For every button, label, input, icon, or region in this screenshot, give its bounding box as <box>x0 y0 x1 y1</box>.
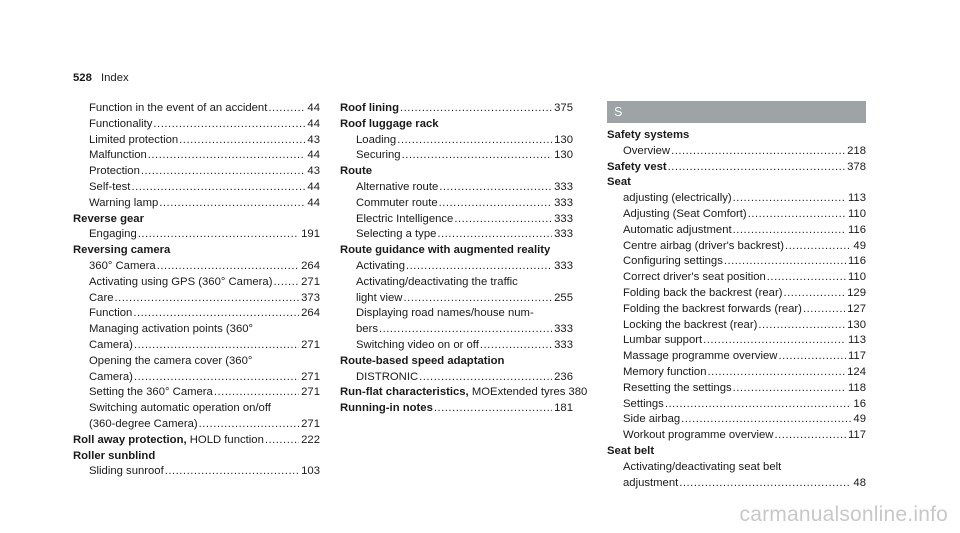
page-reference: 264 <box>301 307 320 320</box>
entry-text: Memory function <box>623 365 707 378</box>
dot-leader <box>668 160 845 176</box>
entry-text: Activating/deactivating the traffic <box>356 275 518 288</box>
dot-leader <box>708 365 846 381</box>
dot-leader <box>681 412 851 428</box>
index-entry <box>607 397 866 413</box>
entry-text: Configuring settings <box>623 255 723 268</box>
page-reference: 44 <box>307 117 320 130</box>
index-entry <box>340 370 573 386</box>
index-heading <box>340 385 588 401</box>
section-title: Index <box>101 72 129 84</box>
entry-text: Loading <box>356 133 397 146</box>
heading-text: Safety vest <box>607 160 667 173</box>
heading-text: Seat <box>607 176 631 189</box>
page-reference: 49 <box>853 413 866 426</box>
dot-leader <box>268 101 305 117</box>
entry-text: Function <box>89 307 133 320</box>
index-entry <box>340 275 573 291</box>
index-entry <box>73 385 320 401</box>
page-reference: 49 <box>853 239 866 252</box>
index-entry <box>73 417 320 433</box>
dot-leader <box>748 207 846 223</box>
heading-subtext: MOExtended tyres <box>468 386 566 399</box>
index-entry <box>340 306 573 322</box>
index-entry <box>340 227 573 243</box>
dot-leader <box>134 338 299 354</box>
dot-leader <box>157 259 299 275</box>
heading-text: Route guidance with augmented reality <box>340 244 551 257</box>
page-reference: 378 <box>847 160 866 173</box>
dot-leader <box>437 227 552 243</box>
page-reference: 110 <box>847 271 866 284</box>
heading-text: Roller sunblind <box>73 449 156 462</box>
dot-leader <box>419 370 552 386</box>
index-entry <box>607 333 866 349</box>
dot-leader <box>165 464 299 480</box>
index-heading <box>340 401 573 417</box>
page-reference: 43 <box>307 133 320 146</box>
dot-leader <box>778 349 846 365</box>
page-reference: 333 <box>554 212 573 225</box>
index-entry <box>73 101 320 117</box>
dot-leader <box>679 476 851 492</box>
page-reference: 271 <box>301 275 320 288</box>
index-heading <box>340 117 573 133</box>
entry-text: Workout programme overview <box>623 429 774 442</box>
dot-leader <box>133 306 299 322</box>
heading-text: Safety systems <box>607 129 690 141</box>
page-reference: 271 <box>301 386 320 399</box>
heading-text: Seat belt <box>607 444 655 457</box>
dot-leader <box>406 259 552 275</box>
dot-leader <box>439 180 552 196</box>
index-heading <box>340 243 573 259</box>
entry-text: Adjusting (Seat Comfort) <box>623 207 747 220</box>
index-entry <box>340 180 573 196</box>
entry-text: Securing <box>356 149 401 162</box>
index-entry <box>73 322 320 338</box>
entry-text: Folding the backrest forwards (rear) <box>623 302 802 315</box>
dot-leader <box>265 433 299 449</box>
page-reference: 118 <box>847 381 866 394</box>
dot-leader <box>115 291 300 307</box>
entry-text: adjusting (electrically) <box>623 192 732 205</box>
entry-text: Sliding sunroof <box>89 465 164 478</box>
index-entry <box>607 412 866 428</box>
page-header <box>73 72 129 84</box>
page-reference: 333 <box>554 338 573 351</box>
entry-text: Settings <box>623 397 664 410</box>
dot-leader <box>400 101 552 117</box>
dot-leader <box>783 286 845 302</box>
page-reference: 113 <box>847 334 866 347</box>
index-entry <box>607 191 866 207</box>
page-reference: 333 <box>554 228 573 241</box>
page-reference: 218 <box>847 144 866 157</box>
index-heading <box>73 449 320 465</box>
dot-leader <box>803 302 845 318</box>
entry-text: Malfunction <box>89 149 147 162</box>
entry-text: Locking the backrest (rear) <box>623 318 758 331</box>
dot-leader <box>454 212 552 228</box>
heading-text: Roll away protection, <box>73 433 187 446</box>
entry-text: Self-test <box>89 180 131 193</box>
page-reference: 264 <box>301 259 320 272</box>
heading-text: Reversing camera <box>73 244 171 257</box>
heading-text: Route <box>340 165 373 178</box>
index-entry <box>73 291 320 307</box>
entry-text: Camera) <box>89 338 133 351</box>
dot-leader <box>179 133 305 149</box>
index-heading <box>340 164 573 180</box>
dot-leader <box>439 196 553 212</box>
index-entry <box>607 239 866 255</box>
index-entry <box>73 117 320 133</box>
index-entry <box>607 349 866 365</box>
index-entry <box>73 464 320 480</box>
index-heading <box>73 433 320 449</box>
page-reference: 333 <box>554 196 573 209</box>
heading-text: Route-based speed adaptation <box>340 354 505 367</box>
page-reference: 130 <box>554 133 573 146</box>
index-entry <box>607 428 866 444</box>
entry-text: Side airbag <box>623 413 681 426</box>
dot-leader <box>665 397 852 413</box>
entry-text: Function in the event of an accident <box>89 102 268 114</box>
index-entry <box>340 196 573 212</box>
page-reference: 255 <box>554 291 573 304</box>
page-number: 528 <box>73 72 92 84</box>
page-reference: 16 <box>853 397 866 410</box>
entry-text: Electric Intelligence <box>356 212 454 225</box>
page-reference: 43 <box>307 165 320 178</box>
index-entry <box>607 476 866 492</box>
dot-leader <box>403 291 552 307</box>
index-entry <box>607 302 866 318</box>
heading-text: Run-flat characteristics, <box>340 386 469 399</box>
dot-leader <box>379 322 552 338</box>
entry-text: Camera) <box>89 370 133 383</box>
dot-leader <box>138 227 299 243</box>
index-entry <box>340 148 573 164</box>
section-letter-bar: S <box>607 101 866 123</box>
dot-leader <box>214 385 299 401</box>
heading-text: Roof lining <box>340 102 399 114</box>
entry-text: Lumbar support <box>623 334 703 347</box>
page-reference: 373 <box>301 291 320 304</box>
index-heading <box>340 101 573 117</box>
dot-leader <box>767 270 846 286</box>
index-entry <box>73 306 320 322</box>
index-entry <box>73 338 320 354</box>
dot-leader <box>733 223 846 239</box>
index-entry <box>340 259 573 275</box>
entry-text: Activating using GPS (360° Camera) <box>89 275 273 288</box>
entry-text: (360-degree Camera) <box>89 417 198 430</box>
index-entry <box>607 223 866 239</box>
entry-text: Automatic adjustment <box>623 223 732 236</box>
dot-leader <box>148 148 306 164</box>
entry-text: Managing activation points (360° <box>89 323 254 336</box>
entry-text: Setting the 360° Camera <box>89 386 213 399</box>
page-reference: 222 <box>301 433 320 446</box>
index-entry <box>73 133 320 149</box>
page-reference: 333 <box>554 323 573 336</box>
entry-text: DISTRONIC <box>356 370 419 383</box>
index-entry <box>607 365 866 381</box>
page-reference: 117 <box>847 429 866 442</box>
entry-text: Displaying road names/house num- <box>356 307 534 320</box>
dot-leader <box>733 381 846 397</box>
index-entry <box>73 354 320 370</box>
index-entry <box>340 338 573 354</box>
dot-leader <box>273 275 299 291</box>
page-reference: 127 <box>847 302 866 315</box>
page-reference: 130 <box>554 149 573 162</box>
page-reference: 103 <box>301 465 320 478</box>
index-entry <box>73 259 320 275</box>
page-reference: 116 <box>847 223 866 236</box>
page-reference: 44 <box>307 102 320 114</box>
index-entry <box>73 401 320 417</box>
index-entry <box>340 212 573 228</box>
page-reference: 44 <box>307 180 320 193</box>
entry-text: Engaging <box>89 228 137 241</box>
index-entry <box>73 196 320 212</box>
dot-leader <box>434 401 552 417</box>
dot-leader <box>134 370 299 386</box>
dot-leader <box>671 144 845 160</box>
page-reference: 271 <box>301 370 320 383</box>
dot-leader <box>785 239 851 255</box>
entry-text: light view <box>356 291 403 304</box>
index-column-3 <box>607 101 866 491</box>
entry-text: Limited protection <box>89 133 179 146</box>
entry-text: Correct driver's seat position <box>623 271 766 284</box>
page-reference: 116 <box>847 255 866 268</box>
entry-text: Alternative route <box>356 180 439 193</box>
index-entry <box>73 164 320 180</box>
dot-leader <box>703 333 846 349</box>
entry-text: Opening the camera cover (360° <box>89 354 253 367</box>
page-reference: 113 <box>847 192 866 205</box>
page-reference: 333 <box>554 180 573 193</box>
index-heading <box>607 175 866 191</box>
entry-text: adjustment <box>623 476 679 489</box>
dot-leader <box>402 148 553 164</box>
index-entry <box>73 148 320 164</box>
index-entry <box>607 207 866 223</box>
index-heading <box>73 212 320 228</box>
index-entry <box>73 227 320 243</box>
index-heading <box>340 354 573 370</box>
index-entry <box>73 275 320 291</box>
dot-leader <box>199 417 300 433</box>
page-reference: 48 <box>853 476 866 489</box>
index-entry <box>607 270 866 286</box>
index-entry <box>607 254 866 270</box>
index-column-2 <box>340 101 588 417</box>
entry-text: Selecting a type <box>356 228 437 241</box>
entry-text: Massage programme overview <box>623 350 778 363</box>
page-reference: 191 <box>301 228 320 241</box>
entry-text: Resetting the settings <box>623 381 732 394</box>
entry-text: Folding back the backrest (rear) <box>623 286 783 299</box>
dot-leader <box>131 180 305 196</box>
dot-leader <box>733 191 846 207</box>
page-reference: 333 <box>554 259 573 272</box>
index-column-1 <box>73 101 320 480</box>
entry-text: Care <box>89 291 114 304</box>
index-entry <box>340 291 573 307</box>
index-entry <box>607 144 866 160</box>
page-reference: 44 <box>307 149 320 162</box>
heading-subtext: HOLD function <box>186 433 264 446</box>
entry-text: Overview <box>623 144 671 157</box>
entry-text: Switching video on or off <box>356 338 479 351</box>
heading-text: Running-in notes <box>340 402 433 415</box>
entry-text: Protection <box>89 165 140 178</box>
page-reference: 124 <box>847 365 866 378</box>
entry-text: Warning lamp <box>89 196 159 209</box>
dot-leader <box>159 196 305 212</box>
index-entry <box>340 133 573 149</box>
entry-text: Functionality <box>89 117 153 130</box>
page-reference: 380 <box>568 386 588 399</box>
index-entry <box>607 318 866 334</box>
index-heading <box>73 243 320 259</box>
page-reference: 271 <box>301 417 320 430</box>
index-entry <box>607 286 866 302</box>
page-reference: 44 <box>307 196 320 209</box>
index-entry <box>73 370 320 386</box>
page-reference: 181 <box>554 402 573 415</box>
page-reference: 375 <box>554 102 573 114</box>
page-reference: 236 <box>554 370 573 383</box>
dot-leader <box>758 318 845 334</box>
index-entry <box>607 460 866 476</box>
dot-leader <box>724 254 846 270</box>
page-reference: 110 <box>847 207 866 220</box>
dot-leader <box>153 117 305 133</box>
index-entry <box>73 180 320 196</box>
index-entry <box>607 381 866 397</box>
entry-text: bers <box>356 323 378 336</box>
heading-text: Reverse gear <box>73 212 144 225</box>
entry-text: Commuter route <box>356 196 438 209</box>
entry-text: Activating/deactivating seat belt <box>623 460 782 473</box>
page-reference: 130 <box>847 318 866 331</box>
heading-text: Roof luggage rack <box>340 117 439 130</box>
dot-leader <box>774 428 846 444</box>
dot-leader <box>397 133 552 149</box>
dot-leader <box>141 164 306 180</box>
index-entry <box>340 322 573 338</box>
dot-leader <box>480 338 552 354</box>
page-reference: 129 <box>847 286 866 299</box>
entry-text: Centre airbag (driver's backrest) <box>623 239 784 252</box>
watermark: carmanualsonline.info <box>739 503 948 526</box>
entry-text: Switching automatic operation on/off <box>89 402 271 415</box>
index-heading <box>607 128 866 144</box>
index-heading <box>607 160 866 176</box>
page-reference: 117 <box>847 350 866 363</box>
page-reference: 271 <box>301 338 320 351</box>
index-heading <box>607 444 866 460</box>
entry-text: Activating <box>356 259 405 272</box>
entry-text: 360° Camera <box>89 259 156 272</box>
